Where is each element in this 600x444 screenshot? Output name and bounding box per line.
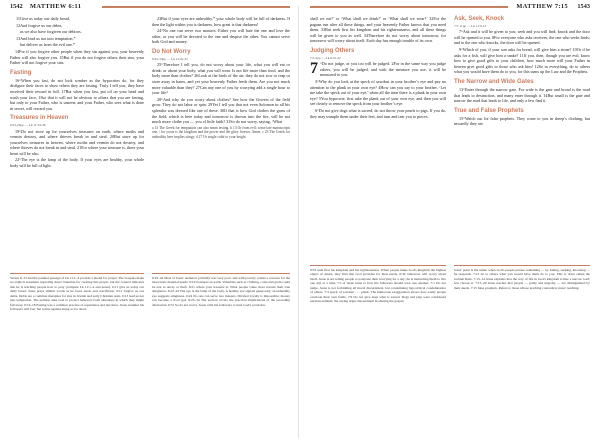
verse-paragraph: 14For if you forgive other people when they sin against you, your heavenly Father will also forgive you. 15But if you do not forgive others their sins, your Father will not forgive your sins.: [10, 48, 144, 66]
verse-line: 13And lead us not into temptation,*: [16, 35, 76, 41]
verse-paragraph: 19“Do not store up for yourselves treasures on earth, where moths and vermin destroy, and where thieves break in and steal. 20But store up for yourselves treasures in heaven, where moths and vermin do not destroy, and where thieves do not break in and steal. 21For where your treasure is, there your heart will be also.: [10, 128, 144, 156]
section-heading: True and False Prophets: [454, 107, 524, 114]
right-page-header: [310, 3, 590, 12]
verse-paragraph: 7“Ask and it will be given to you; seek and you will find; knock and the door will be opened to you. 8For everyone who asks receives; the one who seeks finds; and to the one who knocks, the door will be opened.: [454, 29, 590, 46]
verse-line: 12And forgive us our debts,: [16, 22, 63, 28]
section-heading: Ask, Seek, Knock: [454, 16, 505, 22]
verse-paragraph: shall we eat?’ or ‘What shall we drink?’ or ‘What shall we wear?’ 32For the pagans run after all these things, and your heavenly Father knows that you need them. 33But seek first his kingdom and his righteousness, and all these things will be given to you as well. 34Therefore do not worry about tomorrow, for tomorrow will worry about itself. Each day has enough trouble of its own.: [310, 16, 446, 44]
verse-paragraph: 16“When you fast, do not look somber as the hypocrites do, for they disfigure their faces to show others they are fasting. Truly I tell you, they have received their reward in full. 17But when you fast, put oil on your head and wash your face, 18so that it will not be obvious to others that you are fasting, but only to your Father, who is unseen; and your Father, who sees what is done in secret, will reward you.: [10, 77, 144, 111]
study-notes-column-1: [310, 268, 446, 305]
study-notes-column-1: [10, 276, 144, 313]
notes-rule: [152, 273, 290, 274]
scripture-column-1: [310, 16, 446, 120]
verse-line: but deliver us from the evil one.*: [20, 42, 76, 48]
verse-paragraph: 25“Therefore I tell you, do not worry about your life, what you will eat or drink; or about your body, what you will wear. Is not life more than food, and the body more than clothes? 26Look at the birds of the air; they do not sow or reap or store away in barns, and yet your heavenly Father feeds them. Are you not much more valuable than they? 27Can any one of you by worrying add a single hour to your life?: [152, 62, 290, 96]
running-head: MATTHEW 7:15: [516, 3, 568, 10]
parallel-reference: 7:3-5pp — Lk 6:41,42: [310, 55, 341, 60]
verse-paragraph: 9“Which of you, if your son asks for bread, will give him a stone? 10Or if he asks for a fish, will give him a snake? 11If you, then, though you are evil, know how to give good gifts to your children, how much more will your Father in heaven give good gifts to those who ask him! 12So in everything, do to others what you would have them do to you, for this sums up the Law and the Prophets.: [454, 46, 590, 75]
page-number: 1542: [10, 3, 23, 10]
running-head: MATTHEW 6:11: [30, 3, 82, 10]
verse-paragraph: 3“Why do you look at the speck of sawdust in your brother’s eye and pay no attention to the plank in your own eye? 4How can you say to your brother, ‘Let me take the speck out of your eye,’ when all the time there is a plank in your own eye? 5You hypocrite, first take the plank out of your own eye, and then you will see clearly to remove the speck from your brother’s eye.: [310, 78, 446, 107]
study-notes-column-2: [152, 276, 290, 308]
study-note: Verses 9–13 and the parallel passage of Lk 11:1–4 provide a model for prayer. The Gospels make no explicit statement regarding Jesus' intention for creating this prayer, but the context indicates that he is teaching people how to pray (compare Lk 11:1–4 and notes). 6:11 give us today our daily bread. Jesus prays similar words as he faces arrest and crucifixion. 6:12 forgive us our debts. Debts are a common metaphor for sins in Jewish and early Christian texts. 6:13 lead us not into temptation. The petition asks God to protect believers from situations in which they might fall away. 6:16–18 Fasting was a common practice of repentance and devotion. Jesus assumes his followers will fast, but warns against doing so for show.: [10, 276, 144, 312]
section-heading: Treasures in Heaven: [10, 115, 69, 122]
parallel-reference: 7:7-11pp — Lk 11:9-13: [454, 24, 487, 28]
verse-paragraph: 6“Do not give dogs what is sacred; do not throw your pearls to pigs. If you do, they may trample them under their feet, and turn and tear you to pieces.: [310, 107, 446, 119]
study-note: 6:19–24 Most of Jesus' audience probably was very poor, and with poverty comes a concern for the most basic material needs. 6:19 treasures on earth. Valuables such as clothing, coins and grain could be lost to decay or theft. 6:21 where your treasure is. What people value most reveals their true allegiance. 6:22–23 The eye is the lamp of the body. A healthy eye signals generosity; an unhealthy eye suggests stinginess. 6:24 No one can serve two masters. Divided loyalty is impossible; money can become a rival god. 6:25–34 The section covers the practical implications of the preceding discussion. 6:31 So do not worry. Jesus calls his followers to trust God's provision.: [152, 276, 290, 307]
footnotes: a 13 The Greek for temptation can also mean testing. b 13 Or from evil; some late manuscripts one, / for yours is the kingdom and the power and the glory forever. Amen. c 23 The Greek for unhealthy here implies stingy. d 27 Or single cubit to your height: [152, 125, 290, 140]
page-number: 1543: [577, 3, 590, 10]
verse-paragraph: 24“No one can serve two masters. Either you will hate the one and love the other, or you will be devoted to the one and despise the other. You cannot serve both God and money.: [152, 28, 290, 45]
scripture-column-2: [454, 16, 590, 128]
study-note: Jesus' point is the same: when God's people pursue something — by asking, seeking, knocking — he responds. 7:12 do to others what you would have them do to you. This is often called the Golden Rule. 7:13–14 Jesus explains that the way of life in God's kingdom is like a narrow road; few choose it. 7:15–20 Jesus teaches that people — godly and ungodly — are distinguished by their deeds. 7:15 false prophets. Refers to those whose teaching contradicts Jesus' teaching.: [454, 268, 590, 290]
left-page-header: [10, 3, 290, 12]
study-note: 6:33 seek first his kingdom and his righteousness. When people make God's kingdom the highest object of desire, they find that God provides for their needs. 6:34 tomorrow will worry about itself. Jesus is not telling people to postpone their worrying for a day; he is instructing them to live one day at a time. 7:1–6 Jesus turns to how his followers should treat one another. 7:1 Do not judge. Jesus is not forbidding all moral discernment, but condemning hypocritical condemnation of others. 7:3 speck of sawdust . . . plank. The humorous exaggeration shows how easily people overlook their own faults. 7:6 Do not give dogs what is sacred. Dogs and pigs were considered unclean animals; the saying urges discernment in sharing the gospel.: [310, 268, 446, 304]
verse-paragraph: 22“The eye is the lamp of the body. If your eyes are healthy, your whole body will be full of light.: [10, 157, 144, 169]
scripture-column-2: [152, 16, 290, 141]
section-heading: Fasting: [10, 69, 32, 76]
right-page: [300, 0, 600, 444]
header-rule: [310, 6, 508, 8]
parallel-reference: 6:25-33pp — Lk 12:22-31: [152, 56, 188, 61]
chapter-number: 7: [310, 60, 318, 78]
scripture-column-1: [10, 16, 144, 170]
verse-line: 11Give us today our daily bread.: [16, 16, 71, 21]
chapter-opening: [310, 61, 446, 78]
verse-text: “Do not judge, or you too will be judged. 2For in the same way you judge others, you will be judged, and with the measure you use, it will be measured to you.: [320, 61, 446, 78]
header-rule: [102, 6, 290, 8]
notes-rule: [454, 265, 590, 266]
page-gutter: [298, 6, 299, 438]
section-heading: The Narrow and Wide Gates: [454, 78, 534, 85]
verse-paragraph: 13“Enter through the narrow gate. For wide is the gate and broad is the road that leads to destruction, and many enter through it. 14But small is the gate and narrow the road that leads to life, and only a few find it.: [454, 86, 590, 104]
notes-rule: [310, 265, 446, 266]
parallel-reference: 6:22,23pp — Lk 11:34-36: [10, 123, 46, 128]
study-notes-column-2: [454, 268, 590, 291]
notes-rule: [10, 273, 144, 274]
verse-paragraph: 23But if your eyes are unhealthy,* your whole body will be full of darkness. If then the light within you is darkness, how great is that darkness!: [152, 16, 290, 27]
section-heading: Judging Others: [310, 47, 355, 54]
verse-paragraph: 15“Watch out for false prophets. They come to you in sheep’s clothing, but inwardly they are: [454, 115, 590, 127]
verse-paragraph: 28“And why do you worry about clothes? See how the flowers of the field grow. They do not labor or spin. 29Yet I tell you that not even Solomon in all his splendor was dressed like one of these. 30If that is how God clothes the grass of the field, which is here today and tomorrow is thrown into the fire, will he not much more clothe you — you of little faith? 31So do not worry, saying, ‘What: [152, 96, 290, 125]
section-heading: Do Not Worry: [152, 48, 191, 55]
verse-line: as we also have forgiven our debtors.: [20, 29, 82, 35]
